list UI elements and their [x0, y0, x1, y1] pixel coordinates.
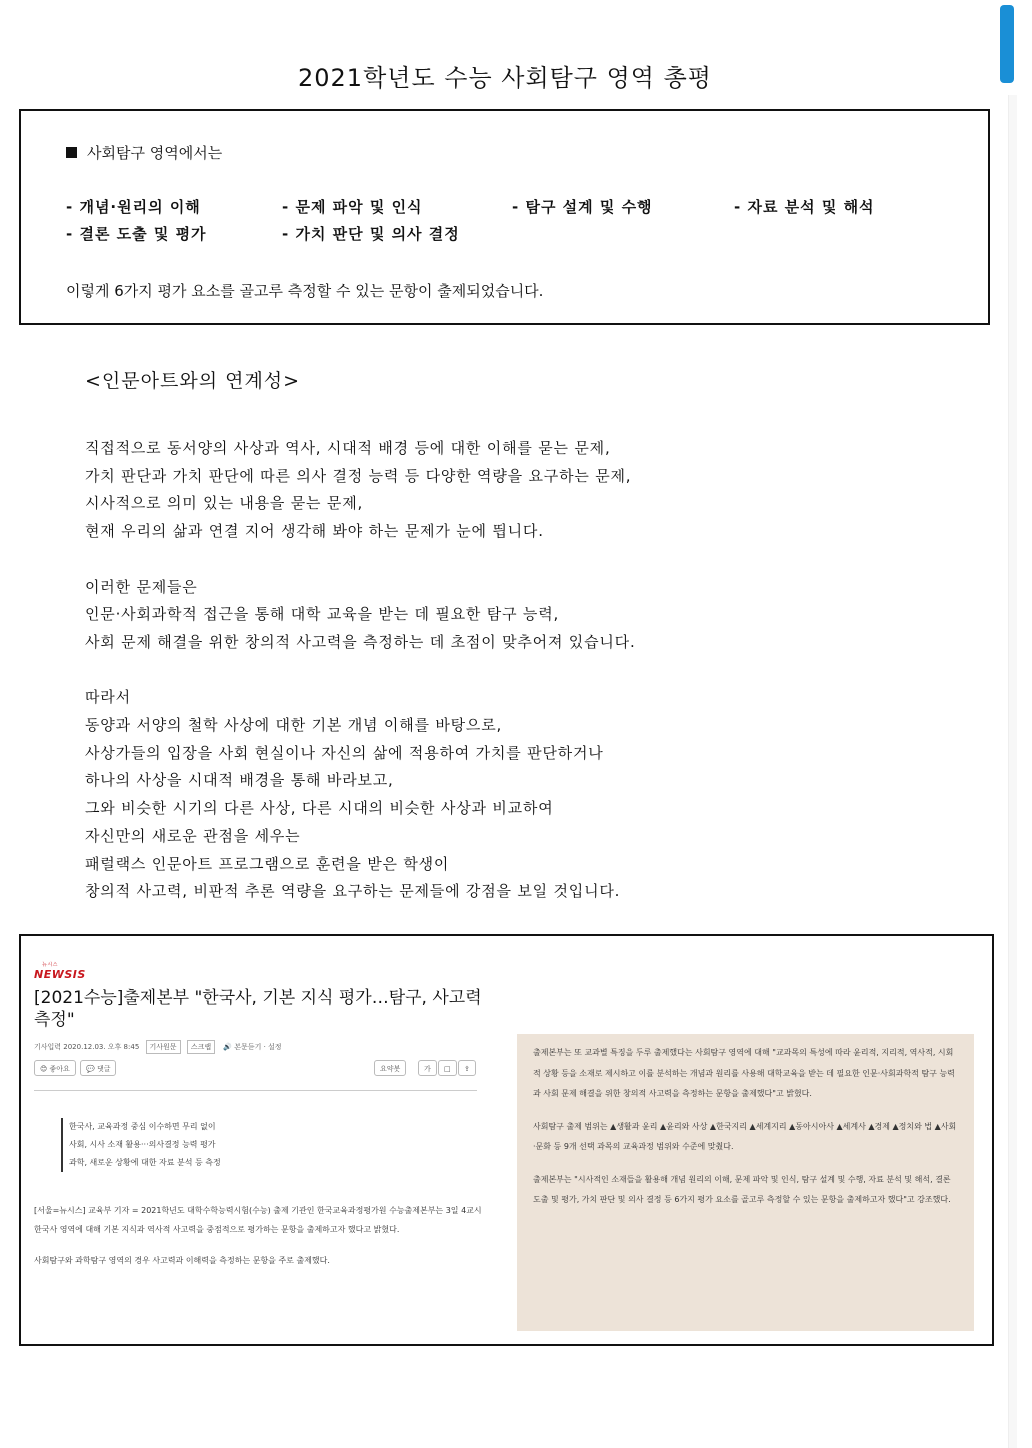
original-article-link[interactable]: 기사원문	[146, 1040, 181, 1054]
text-line: 이러한 문제들은	[85, 577, 198, 596]
logo-text: NEWSIS	[34, 968, 86, 981]
text-line: 시사적으로 의미 있는 내용을 묻는 문제,	[85, 494, 364, 513]
listen-button[interactable]: 🔊 본문듣기 · 설정	[223, 1043, 282, 1051]
news-meta	[34, 1040, 282, 1054]
body-paragraph: 사회탐구와 과학탐구 영역의 경우 사고력과 이해력을 측정하는 문항을 주로 출제했다.	[34, 1256, 330, 1265]
share-icon[interactable]: ⇪	[458, 1060, 476, 1076]
text-line: 인문·사회과학적 접근을 통해 대학 교육을 받는 데 필요한 탐구 능력,	[85, 605, 560, 624]
text-line: 그와 비슷한 시기의 다른 사상, 다른 시대의 비슷한 사상과 비교하여	[85, 799, 554, 818]
subhead-line: 한국사, 교육과정 중심 이수하면 무리 없이	[69, 1122, 216, 1131]
evaluation-element: - 자료 분석 및 해석	[734, 198, 875, 216]
text-line: 창의적 사고력, 비판적 추론 역량을 요구하는 문제들에 강점을 보일 것입니다.	[85, 882, 621, 901]
subhead-line: 사회, 시사 소재 활용···의사결정 능력 평가	[69, 1140, 216, 1149]
text-line: 직접적으로 동서양의 사상과 역사, 시대적 배경 등에 대한 이해를 묻는 문제,	[85, 439, 611, 457]
evaluation-element: - 가치 판단 및 의사 결정	[282, 225, 460, 243]
summary-heading: 사회탐구 영역에서는	[87, 144, 223, 162]
text-line: 사회 문제 해결을 위한 창의적 사고력을 측정하는 데 초점이 맞추어져 있습니다.	[85, 632, 636, 651]
scrollbar-thumb[interactable]	[1000, 5, 1014, 83]
body-paragraph: [서울=뉴시스] 교육부 기자 = 2021학년도 대학수학능력시험(수능) 출제 기관인 한국교육과정평가원 수능출제본부는 3일 4교시 한국사 영역에 대해 기본 지식과 역사적 사고력을 중점적으로 평가하는 문항을 출제하고자 했다고 밝혔다.	[34, 1206, 482, 1234]
text-line: 패럴랙스 인문아트 프로그램으로 훈련을 받은 학생이	[85, 854, 450, 873]
paragraph-3	[85, 684, 935, 906]
evaluation-elements	[66, 196, 966, 250]
scrollbar-track[interactable]	[1008, 95, 1017, 1448]
evaluation-element: - 탐구 설계 및 수행	[512, 198, 653, 216]
comment-button[interactable]: 💬 댓글	[80, 1060, 116, 1076]
connection-section	[85, 366, 935, 934]
evaluation-element: - 문제 파악 및 인식	[282, 198, 423, 216]
summary-bot-button[interactable]: 요약봇	[374, 1060, 406, 1076]
like-label: 좋아요	[49, 1065, 70, 1073]
news-clipping	[19, 934, 994, 1346]
summary-footer: 이렇게 6가지 평가 요소를 골고루 측정할 수 있는 문항이 출제되었습니다.	[66, 282, 544, 300]
text-line: 자신만의 새로운 관점을 세우는	[85, 826, 301, 845]
paragraph-1	[85, 435, 935, 546]
divider	[34, 1090, 477, 1091]
text-line: 하나의 사상을 시대적 배경을 통해 바라보고,	[85, 771, 394, 790]
excerpt-paragraph: 출제본부는 "시사적인 소재들을 활용해 개념 원리의 이해, 문제 파악 및 인식, 탐구 설계 및 수행, 자료 분석 및 해석, 결론 도출 및 평가, 가치 판단 및 의사 결정 등 6가지 평가 요소를 골고루 측정할 수 있는 문항을 출제하고자 했다"고 강조했다.	[533, 1174, 951, 1204]
summary-box	[19, 109, 990, 325]
article-excerpt	[517, 1034, 974, 1331]
newsis-logo	[34, 962, 86, 981]
like-button[interactable]: 😊 좋아요	[34, 1060, 76, 1076]
text-line: 사상가들의 입장을 사회 현실이나 자신의 삶에 적용하여 가치를 판단하거나	[85, 743, 604, 762]
listen-label: 본문듣기 · 설정	[234, 1043, 282, 1051]
evaluation-element: - 개념·원리의 이해	[66, 198, 201, 216]
font-size-button[interactable]: 가	[418, 1060, 437, 1076]
article-subheads	[61, 1118, 221, 1172]
summary-heading-row	[66, 142, 222, 163]
article-toolbar	[34, 1060, 477, 1078]
evaluation-element: - 결론 도출 및 평가	[66, 225, 207, 243]
paragraph-2	[85, 574, 935, 657]
square-bullet-icon	[66, 147, 77, 158]
section-heading: <인문아트와의 연계성>	[85, 370, 301, 392]
news-headline: [2021수능]출제본부 "한국사, 기본 지식 평가…탐구, 사고력 측정"	[34, 988, 482, 1030]
article-body	[34, 1201, 484, 1282]
published-date: 기사입력 2020.12.03. 오후 8:45	[34, 1043, 140, 1051]
page-title: 2021학년도 수능 사회탐구 영역 총평	[298, 64, 712, 92]
subhead-line: 과학, 새로운 상황에 대한 자료 분석 등 측정	[69, 1158, 221, 1167]
text-line: 따라서	[85, 688, 131, 707]
text-line: 현재 우리의 삶과 연결 지어 생각해 봐야 하는 문제가 눈에 띕니다.	[85, 522, 544, 541]
text-line: 동양과 서양의 철학 사상에 대한 기본 개념 이해를 바탕으로,	[85, 716, 503, 734]
logo-tagline: 뉴시스	[42, 962, 58, 968]
excerpt-paragraph: 출제본부는 또 교과별 특징을 두루 출제했다는 사회탐구 영역에 대해 "교과목의 특성에 따라 윤리적, 지리적, 역사적, 시회적 상황 등을 소재로 제시하고 이를 분석하는 개념과 원리를 사용해 대학교육을 받는 데 필요한 인문·사회과학적 탐구 능력과 사회 문제 해결을 위한 창의적 사고력을 측정하는 문항을 출제했다"고 밝혔다.	[533, 1048, 955, 1098]
comment-label: 댓글	[96, 1065, 111, 1073]
text-line: 가치 판단과 가치 판단에 따른 의사 결정 능력 등 다양한 역량을 요구하는 문제,	[85, 466, 632, 485]
scrap-button[interactable]: 스크랩	[187, 1040, 215, 1054]
print-button[interactable]: □	[438, 1060, 457, 1076]
excerpt-paragraph: 사회탐구 출제 범위는 ▲생활과 윤리 ▲윤리와 사상 ▲한국지리 ▲세계지리 ▲동아시아사 ▲세계사 ▲경제 ▲정치와 법 ▲사회·문화 등 9개 선택 과목의 교육과정 범위와 수준에 맞췄다.	[533, 1121, 957, 1151]
